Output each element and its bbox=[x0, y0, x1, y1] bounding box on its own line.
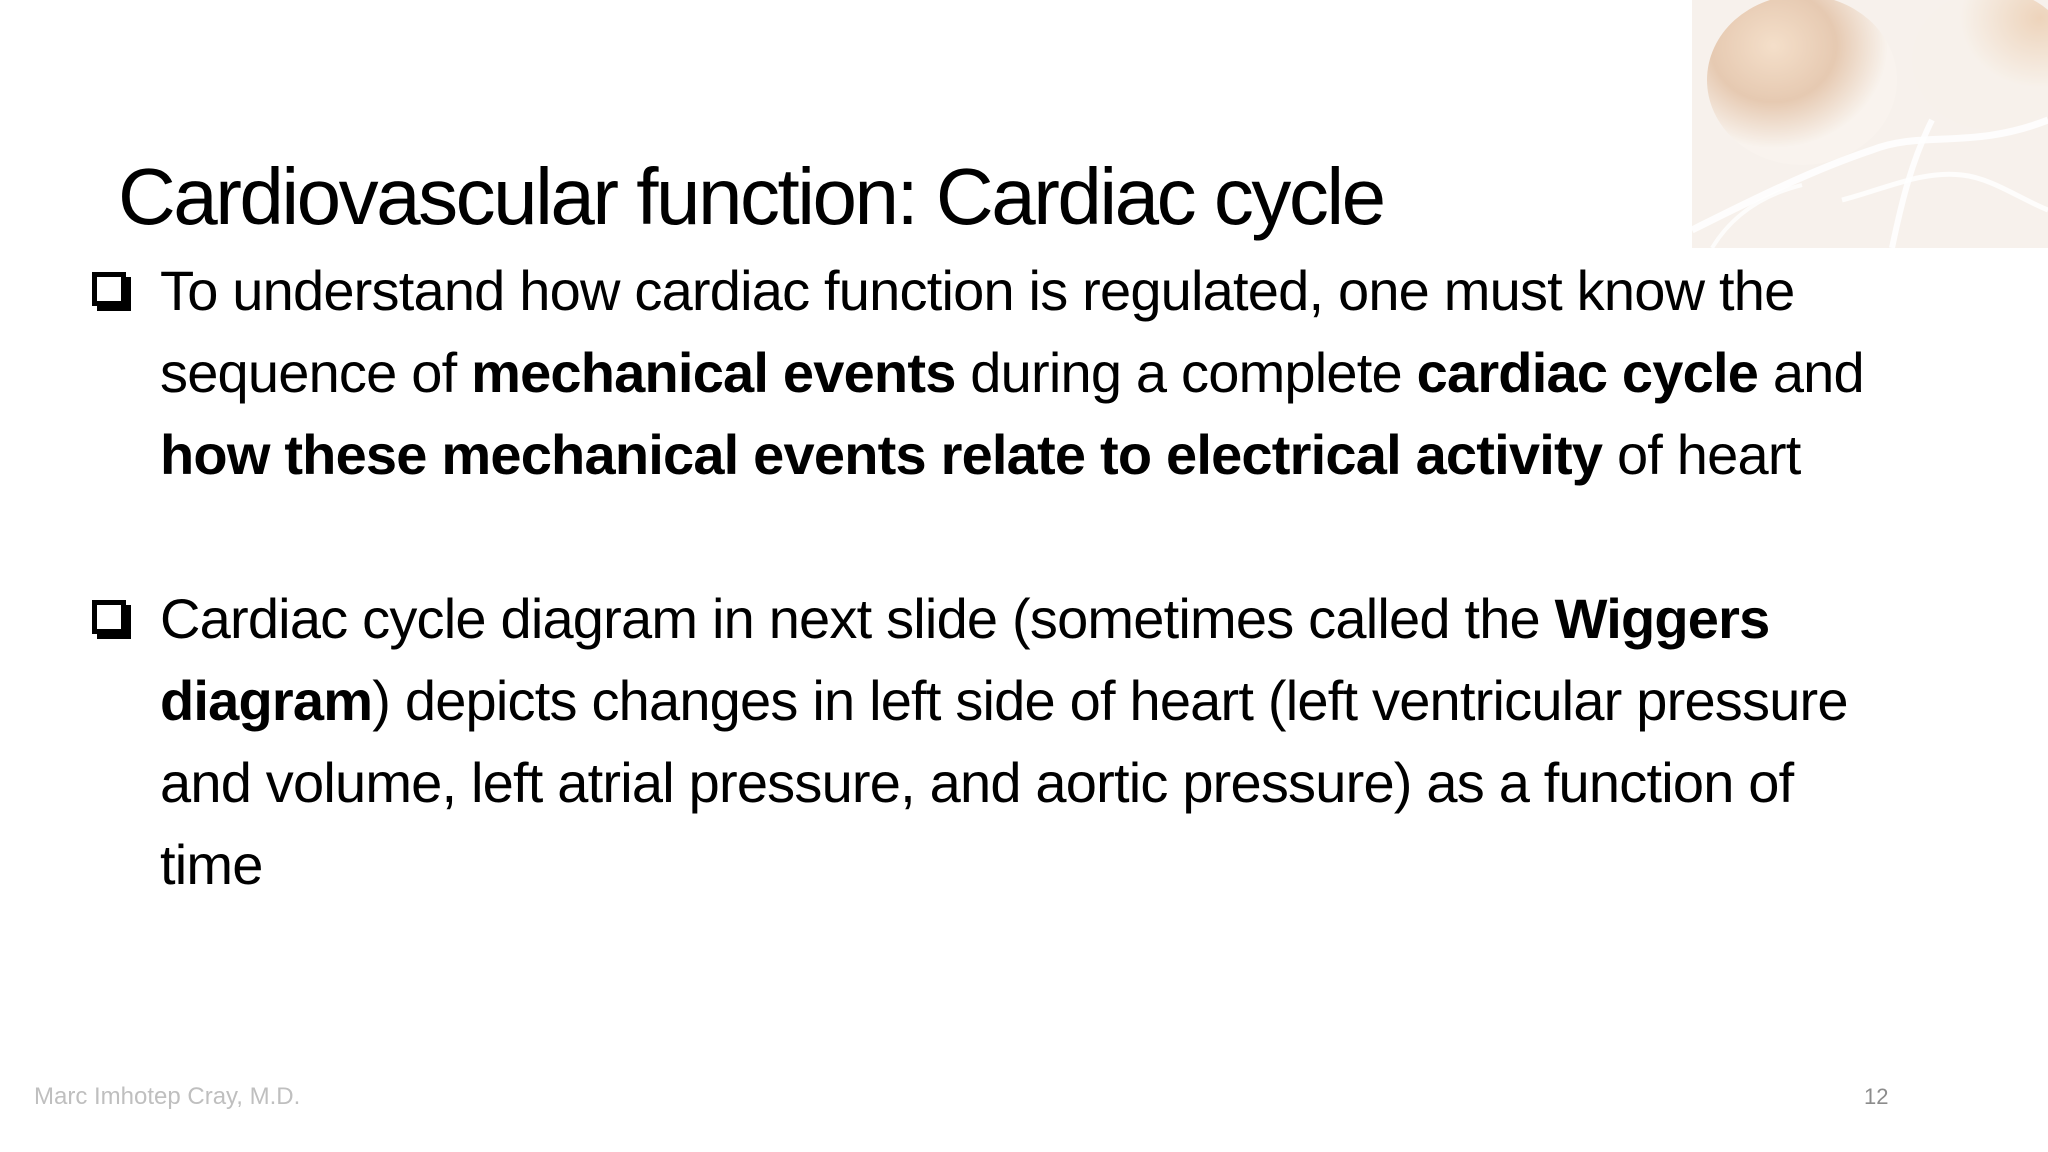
checkbox-bullet-icon bbox=[92, 600, 126, 634]
text-segment: Cardiac cycle diagram in next slide (sometimes called the bbox=[160, 587, 1555, 650]
text-segment: ) depicts changes in left side of heart (left ventricular pressure and volume, left atrial pressure, and aortic pressure) as a function of time bbox=[160, 669, 1848, 896]
heart-photo-image bbox=[1692, 0, 2048, 248]
bold-text-segment: how these mechanical events relate to electrical activity bbox=[160, 423, 1603, 486]
checkbox-bullet-icon bbox=[92, 272, 126, 306]
page-number: 12 bbox=[1864, 1084, 1889, 1109]
text-segment: and bbox=[1758, 341, 1864, 404]
text-segment: during a complete bbox=[955, 341, 1417, 404]
bullet-text bbox=[160, 587, 1848, 896]
bold-text-segment: cardiac cycle bbox=[1416, 341, 1759, 404]
bullet-list bbox=[88, 250, 1888, 906]
slide-title: Cardiovascular function: Cardiac cycle bbox=[118, 151, 1384, 241]
bullet-text bbox=[160, 259, 1864, 486]
text-segment: To understand how cardiac function is regulated, one must know the sequence of bbox=[160, 259, 1795, 404]
text-segment: of heart bbox=[1602, 423, 1801, 486]
bold-text-segment: Wiggers diagram bbox=[160, 587, 1770, 732]
footer-author: Marc Imhotep Cray, M.D. bbox=[34, 1083, 301, 1110]
bullet-item bbox=[88, 250, 1888, 496]
heart-photo-graphic bbox=[1692, 0, 2048, 248]
bullet-item bbox=[88, 578, 1888, 906]
bold-text-segment: mechanical events bbox=[471, 341, 956, 404]
